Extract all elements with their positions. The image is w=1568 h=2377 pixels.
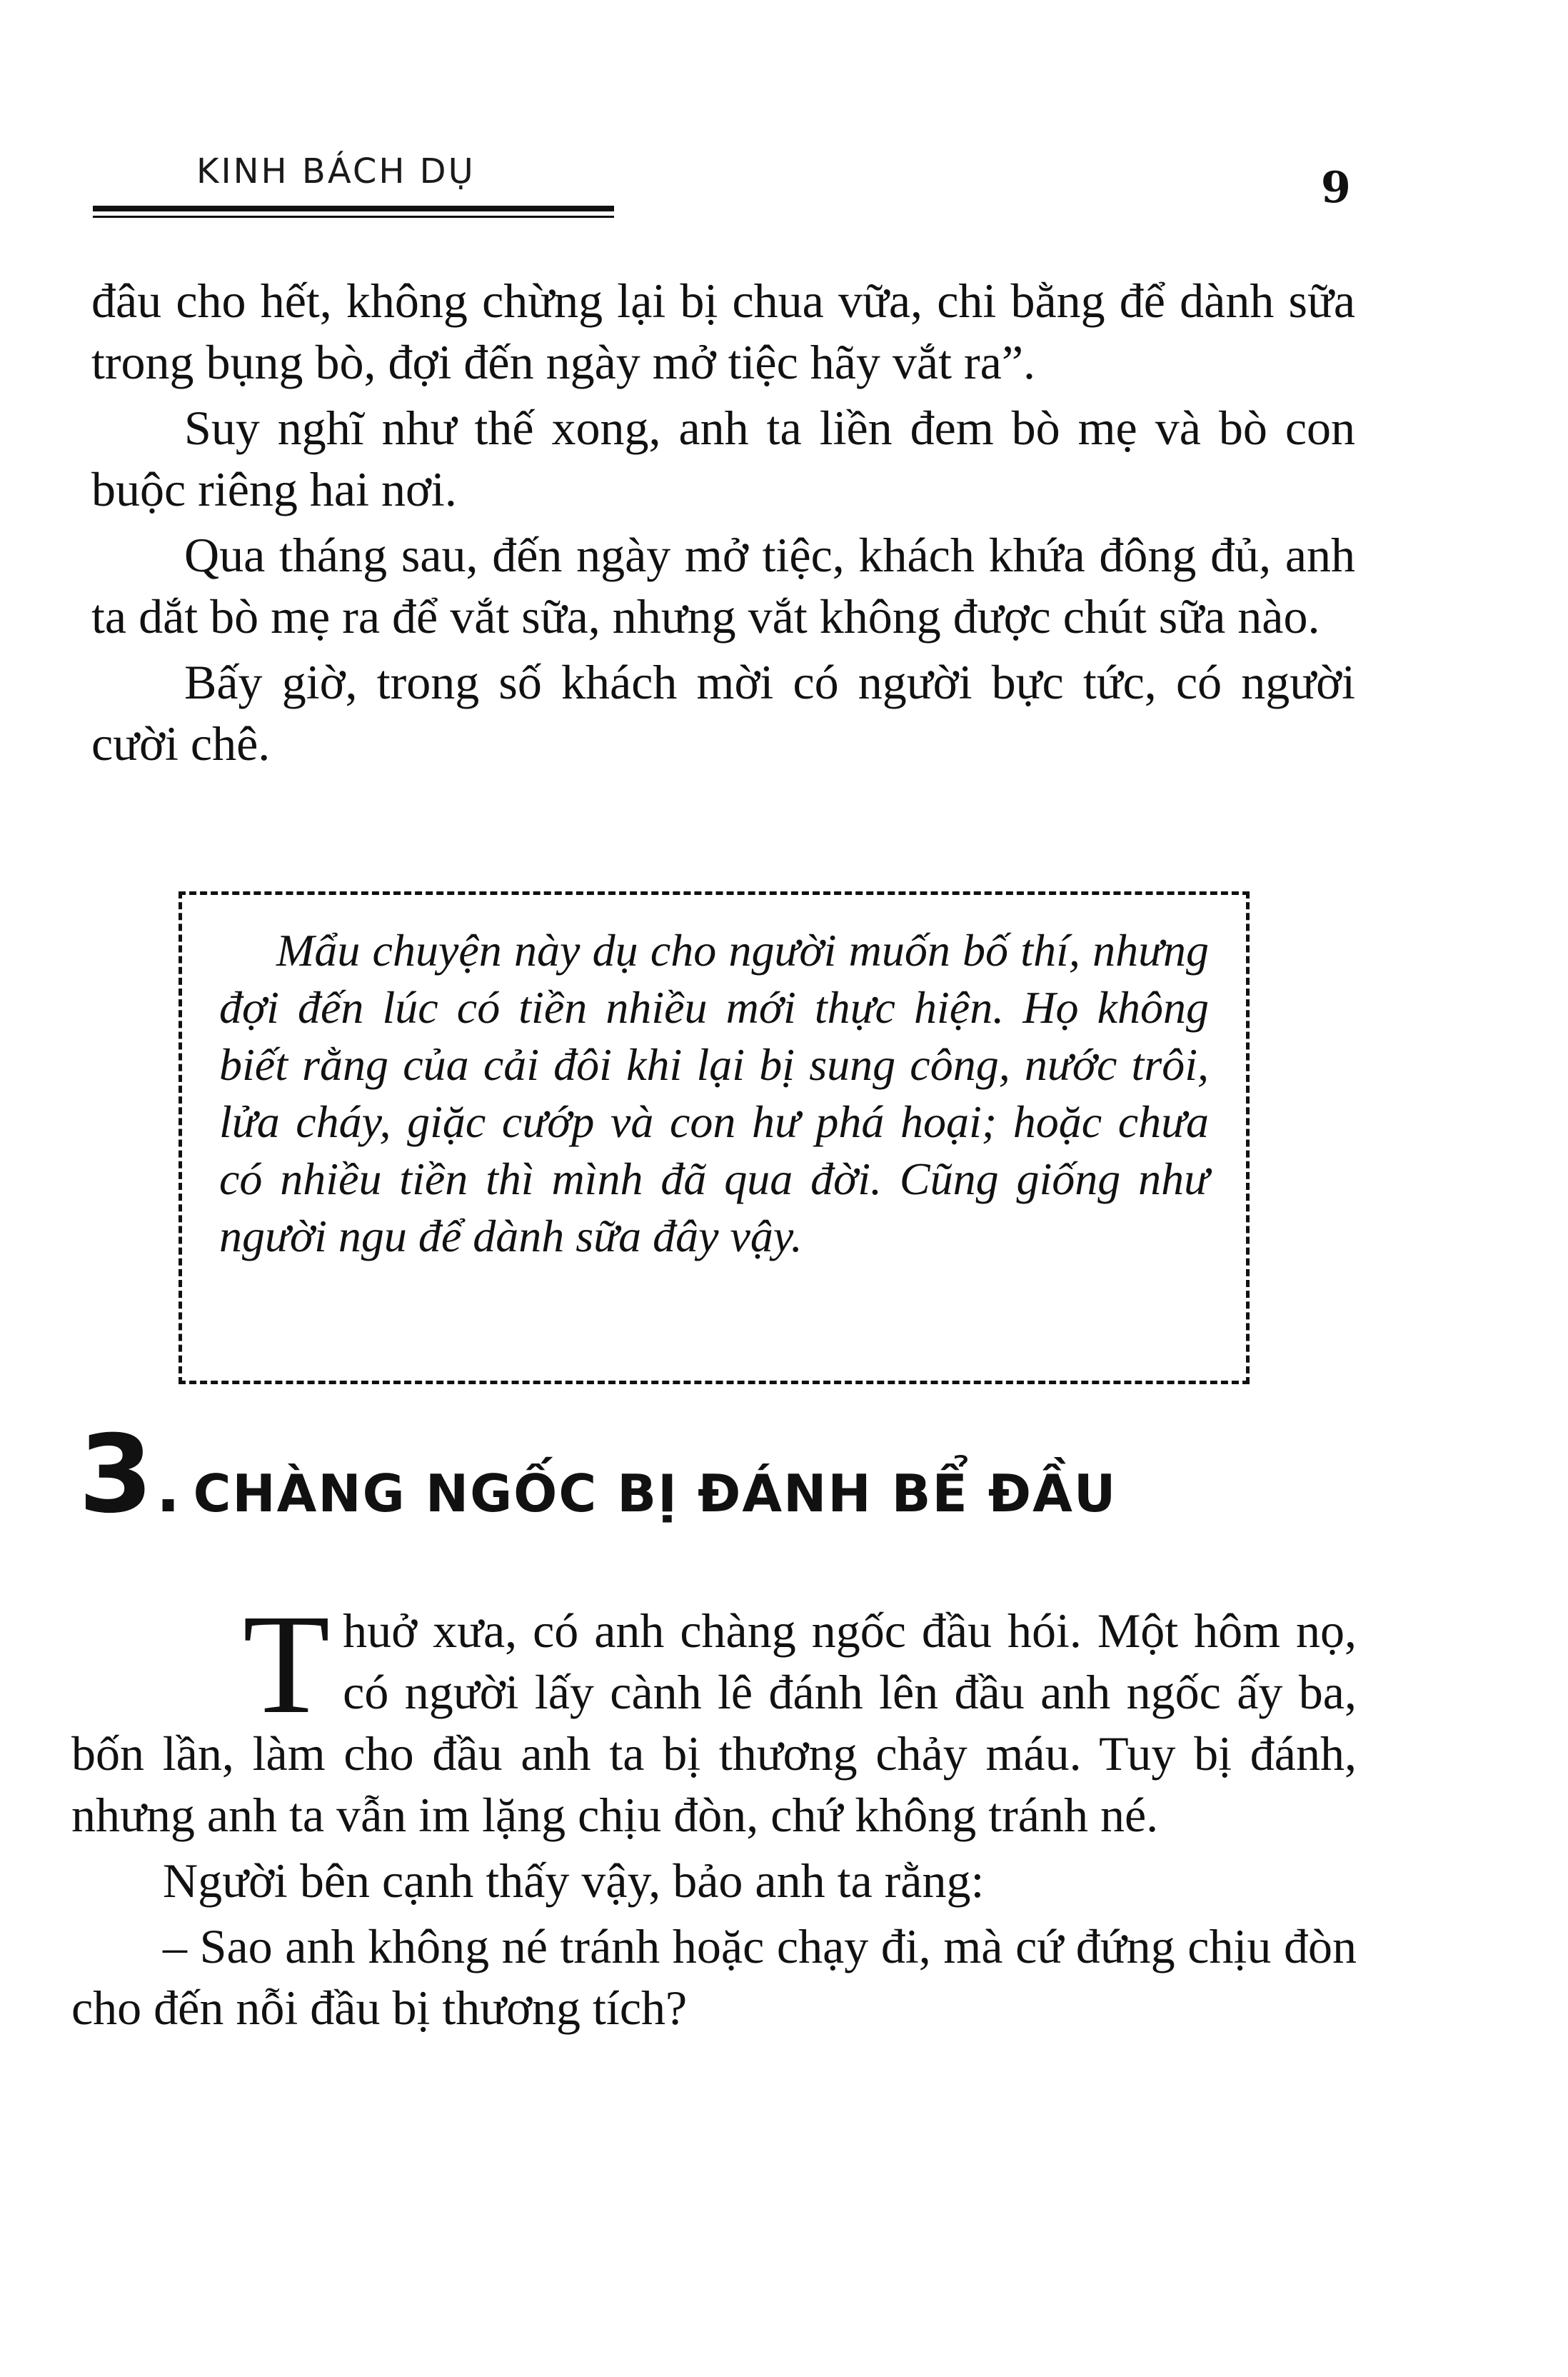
section-dot: . bbox=[156, 1452, 181, 1527]
moral-text: Mẩu chuyện này dụ cho người muốn bố thí, nhưng đợi đến lúc có tiền nhiều mới thực hiện. Họ không biết rằng của cải đôi khi lại bị sung công, nước trôi, lửa cháy, giặc cướp và con hư phá hoại; hoặc chưa có nhiều tiền thì mình đã qua đời. Cũng giống như người ngu để dành sữa đây vậy. bbox=[219, 925, 1209, 1261]
story-text bbox=[71, 1586, 1357, 2043]
paragraph: – Sao anh không né tránh hoặc chạy đi, mà cứ đứng chịu đòn cho đến nỗi đầu bị thương tích? bbox=[71, 1919, 1357, 2035]
first-paragraph-text: huở xưa, có anh chàng ngốc đầu hói. Một hôm nọ, có người lấy cành lê đánh lên đầu anh ngốc ấy ba, bốn lần, làm cho đầu anh ta bị thương chảy máu. Tuy bị đánh, nhưng anh ta vẫn im lặng chịu đòn, chứ không tránh né. bbox=[71, 1603, 1357, 1842]
moral-box bbox=[179, 891, 1250, 1384]
header-rule-thin bbox=[93, 216, 614, 218]
paragraph: Bấy giờ, trong số khách mời có người bực tức, có người cười chê. bbox=[91, 655, 1355, 771]
header-rule-thick bbox=[93, 206, 614, 211]
drop-cap: T bbox=[243, 1586, 331, 1743]
paragraph: Suy nghĩ như thế xong, anh ta liền đem bò mẹ và bò con buộc riêng hai nơi. bbox=[91, 401, 1355, 516]
paragraph: Người bên cạnh thấy vậy, bảo anh ta rằng: bbox=[163, 1853, 985, 1908]
section-title: CHÀNG NGỐC BỊ ĐÁNH BỂ ĐẦU bbox=[193, 1463, 1117, 1523]
section-heading bbox=[79, 1413, 1117, 1537]
paragraph: Qua tháng sau, đến ngày mở tiệc, khách khứa đông đủ, anh ta dắt bò mẹ ra để vắt sữa, nhưng vắt không được chút sữa nào. bbox=[91, 528, 1355, 644]
story-first-paragraph bbox=[71, 1586, 1357, 1846]
section-number: 3 bbox=[79, 1413, 152, 1537]
page-number: 9 bbox=[1321, 163, 1351, 213]
paragraph: đâu cho hết, không chừng lại bị chua vữa, chi bằng để dành sữa trong bụng bò, đợi đến ngày mở tiệc hãy vắt ra”. bbox=[91, 274, 1355, 389]
continued-text bbox=[91, 270, 1355, 779]
running-head: KINH BÁCH DỤ bbox=[196, 151, 476, 191]
